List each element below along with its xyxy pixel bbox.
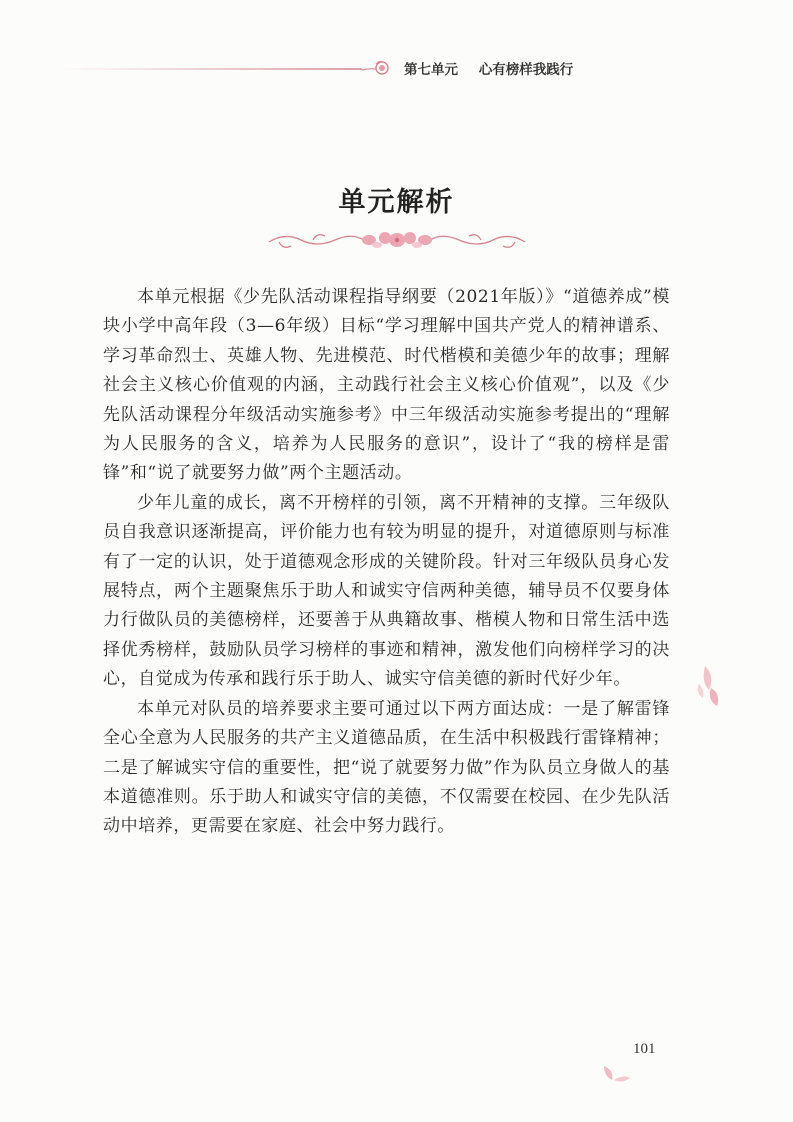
paragraph: 少年儿童的成长，离不开榜样的引领，离不开精神的支撑。三年级队员自我意识逐渐提高，评价能力也有较为明显的提升，对道德原则与标准有了一定的认识，处于道德观念形成的关键阶段。针对三年级队员身心发展特点，两个主题聚焦乐于助人和诚实守信两种美德，辅导员不仅要身体力行做队员的美德榜样，还要善于从典籍故事、楷模人物和日常生活中选择优秀榜样，鼓励队员学习榜样的事迹和精神，激发他们向榜样学习的决心，自觉成为传承和践行乐于助人、诚实守信美德的新时代好少年。 <box>103 492 670 690</box>
unit-title: 心有榜样我践行 <box>478 62 574 78</box>
page-title: 单元解析 <box>338 187 455 218</box>
petal-decoration-icon <box>693 662 723 710</box>
floral-divider-icon <box>265 228 529 254</box>
header-rule <box>62 68 362 70</box>
petal-decoration-icon <box>600 1062 634 1086</box>
paragraph: 本单元对队员的培养要求主要可通过以下两方面达成：一是了解雷锋全心全意为人民服务的共产主义道德品质，在生活中积极践行雷锋精神；二是了解诚实守信的重要性，把“说了就要努力做”作为队员立身做人的基本道德准则。乐于助人和诚实守信的美德，不仅需要在校园、在少先队活动中培养，更需要在家庭、社会中努力践行。 <box>103 698 670 837</box>
page-number: 101 <box>633 1041 656 1057</box>
unit-number: 第七单元 <box>404 62 458 78</box>
unit-analysis-body <box>103 283 670 842</box>
running-header <box>404 58 573 78</box>
paragraph: 本单元根据《少先队活动课程指导纲要（2021年版）》“道德养成”模块小学中高年段（3—6年级）目标“学习理解中国共产党人的精神谱系、学习革命烈士、英雄人物、先进模范、时代楷模和美德少年的故事；理解社会主义核心价值观的内涵，主动践行社会主义核心价值观”，以及《少先队活动课程分年级活动实施参考》中三年级活动实施参考提出的“理解为人民服务的含义，培养为人民服务的意识”，设计了“我的榜样是雷锋”和“说了就要努力做”两个主题活动。 <box>103 287 670 484</box>
flower-ornament-icon <box>360 58 396 78</box>
